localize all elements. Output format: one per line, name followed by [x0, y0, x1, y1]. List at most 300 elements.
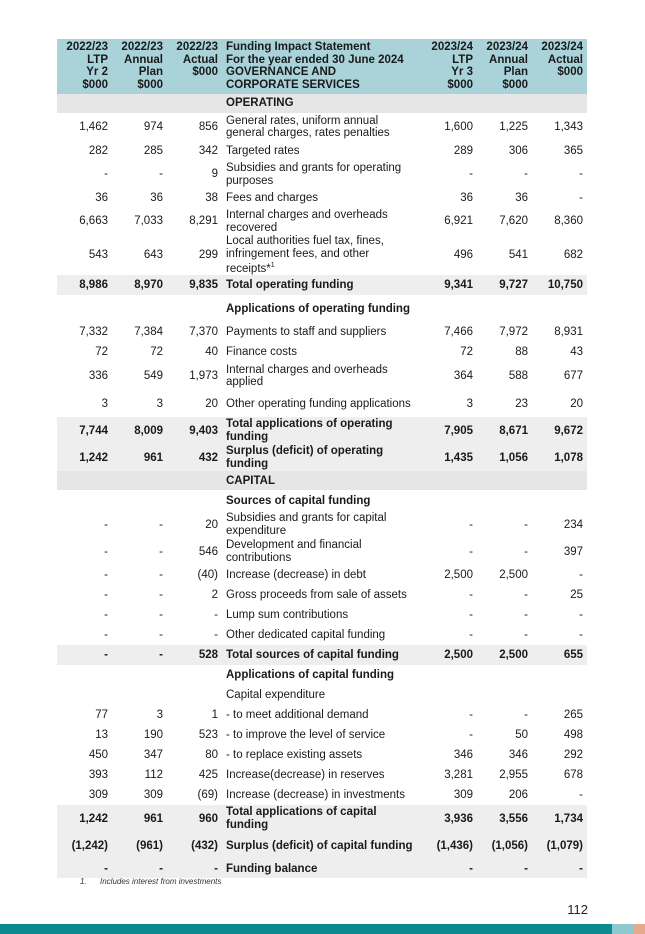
value-cell: 1,242 [57, 444, 112, 471]
row-label: Subsidies and grants for operating purposes [226, 162, 402, 187]
value-cell: 20 [205, 397, 218, 410]
total-row [57, 805, 587, 832]
total-row [57, 859, 587, 878]
row-label: Increase (decrease) in debt [226, 569, 366, 582]
value-cell: 88 [515, 346, 528, 359]
value-cell: - [214, 629, 218, 642]
total-row [57, 444, 587, 471]
value-cell: (40) [197, 569, 218, 582]
value-cell [477, 490, 532, 511]
total-row [57, 275, 587, 295]
value-cell: 299 [198, 248, 218, 261]
value-cell: 541 [508, 248, 528, 261]
row-label: OPERATING [222, 94, 422, 113]
value-cell: 450 [88, 749, 108, 762]
value-cell: - [159, 609, 163, 622]
value-cell [57, 685, 112, 705]
value-cell: 7,744 [57, 417, 112, 444]
value-cell: 8,360 [554, 215, 583, 228]
value-cell: - [159, 168, 163, 181]
value-cell: - [469, 729, 473, 742]
value-cell: 292 [563, 749, 583, 762]
value-cell: 1,600 [444, 120, 473, 133]
value-cell: 393 [88, 769, 108, 782]
value-cell: - [57, 859, 112, 878]
value-cell: 543 [88, 248, 108, 261]
footer-bar-accent-2 [634, 924, 645, 934]
value-cell: 38 [205, 191, 218, 204]
value-cell: 72 [460, 346, 473, 359]
value-cell: 43 [570, 346, 583, 359]
value-cell [532, 685, 587, 705]
value-cell: 1,242 [57, 805, 112, 832]
header-line: Actual [547, 53, 583, 66]
value-cell: 7,370 [189, 326, 218, 339]
header-line: 2023/24 [431, 41, 473, 53]
value-cell [532, 471, 587, 490]
value-cell: 289 [453, 144, 473, 157]
value-cell: 10,750 [532, 275, 587, 295]
value-cell: 8,009 [112, 417, 167, 444]
value-cell [167, 685, 222, 705]
value-cell [477, 295, 532, 322]
header-2023-annual-plan [477, 39, 532, 94]
value-cell: 2,955 [499, 769, 528, 782]
value-cell: 7,384 [134, 326, 163, 339]
value-cell: - [524, 545, 528, 558]
value-cell: - [104, 569, 108, 582]
table-row [57, 725, 587, 745]
value-cell: 7,033 [134, 215, 163, 228]
value-cell: 20 [570, 397, 583, 410]
value-cell: (961) [112, 832, 167, 859]
value-cell: - [524, 709, 528, 722]
row-label: Targeted rates [226, 144, 300, 157]
value-cell [477, 685, 532, 705]
value-cell: 7,905 [422, 417, 477, 444]
value-cell [532, 295, 587, 322]
value-cell: 677 [563, 370, 583, 383]
value-cell: 9,403 [167, 417, 222, 444]
value-cell: - [469, 545, 473, 558]
value-cell: 8,986 [57, 275, 112, 295]
table-row [57, 362, 587, 390]
value-cell: - [524, 589, 528, 602]
value-cell [422, 665, 477, 685]
value-cell: - [104, 168, 108, 181]
value-cell [57, 665, 112, 685]
row-label: Surplus (deficit) of capital funding [222, 832, 422, 859]
value-cell: - [422, 859, 477, 878]
value-cell [532, 665, 587, 685]
value-cell: 3,281 [444, 769, 473, 782]
value-cell: 523 [198, 729, 218, 742]
value-cell: 9,835 [167, 275, 222, 295]
value-cell: 856 [198, 120, 218, 133]
total-row [57, 645, 587, 665]
table-row [57, 605, 587, 625]
value-cell: 347 [143, 749, 163, 762]
row-label: Finance costs [226, 346, 297, 359]
value-cell: - [112, 645, 167, 665]
value-cell: 20 [205, 518, 218, 531]
header-2022-actual [167, 39, 222, 94]
footnote-text: Includes interest from investments [100, 877, 222, 886]
header-line: Yr 2 [86, 66, 108, 78]
value-cell [112, 685, 167, 705]
value-cell: 282 [88, 144, 108, 157]
table-row [57, 342, 587, 362]
value-cell: - [159, 569, 163, 582]
value-cell: - [159, 629, 163, 642]
value-cell: (1,079) [532, 832, 587, 859]
value-cell: (432) [167, 832, 222, 859]
table-row [57, 585, 587, 605]
page-number: 112 [567, 902, 588, 917]
value-cell: (1,056) [477, 832, 532, 859]
value-cell: - [104, 629, 108, 642]
value-cell: 2,500 [444, 569, 473, 582]
row-label: Fees and charges [226, 191, 319, 204]
value-cell: 397 [563, 545, 583, 558]
value-cell: - [524, 609, 528, 622]
value-cell: 974 [143, 120, 163, 133]
value-cell: 1,056 [477, 444, 532, 471]
table-row [57, 705, 587, 725]
value-cell: 3 [101, 397, 108, 410]
value-cell: (69) [197, 789, 218, 802]
value-cell: - [477, 859, 532, 878]
value-cell: - [167, 859, 222, 878]
value-cell: 682 [563, 248, 583, 261]
row-label: General rates, uniform annual general charges, rates penalties [226, 114, 390, 139]
value-cell [422, 490, 477, 511]
row-label: Other operating funding applications [226, 397, 411, 410]
value-cell: - [469, 629, 473, 642]
value-cell: 309 [88, 789, 108, 802]
row-label: Subsidies and grants for capital expenditure [226, 512, 387, 537]
value-cell: 23 [515, 397, 528, 410]
value-cell: - [579, 168, 583, 181]
table-row [57, 235, 587, 275]
value-cell: 3 [156, 397, 163, 410]
value-cell: 425 [198, 769, 218, 782]
header-line: Annual [489, 53, 528, 66]
value-cell: 678 [563, 769, 583, 782]
row-label: - to improve the level of service [226, 729, 386, 742]
subheading-row [57, 490, 587, 511]
row-label: Total applications of operating funding [222, 417, 422, 444]
value-cell: - [104, 545, 108, 558]
table-row [57, 785, 587, 805]
row-label: - to replace existing assets [226, 749, 363, 762]
table-row [57, 322, 587, 342]
value-cell: 655 [532, 645, 587, 665]
header-line: Plan [503, 66, 528, 78]
header-line: $000 [137, 78, 163, 91]
value-cell: - [579, 569, 583, 582]
value-cell: 365 [563, 144, 583, 157]
header-line: Annual [124, 53, 163, 66]
value-cell: 8,671 [477, 417, 532, 444]
header-line: 2023/24 [541, 41, 583, 53]
value-cell: 643 [143, 248, 163, 261]
value-cell [167, 665, 222, 685]
row-label: Sources of capital funding [226, 494, 371, 507]
table-row [57, 625, 587, 645]
header-title [222, 39, 422, 94]
value-cell: 8,970 [112, 275, 167, 295]
table-row [57, 685, 587, 705]
value-cell: 1,435 [422, 444, 477, 471]
row-label: Development and financial contributions [226, 539, 362, 564]
header-line: $000 [192, 66, 218, 78]
value-cell: 6,921 [444, 215, 473, 228]
header-2022-annual-plan [112, 39, 167, 94]
value-cell: 7,466 [444, 326, 473, 339]
value-cell: 72 [150, 346, 163, 359]
value-cell: - [469, 709, 473, 722]
value-cell: 36 [150, 191, 163, 204]
value-cell: 1,343 [554, 120, 583, 133]
value-cell: - [112, 859, 167, 878]
table-row [57, 141, 587, 161]
value-cell: 112 [144, 769, 163, 782]
value-cell: - [579, 789, 583, 802]
value-cell: - [159, 545, 163, 558]
value-cell: 961 [112, 805, 167, 832]
value-cell [532, 94, 587, 113]
value-cell: 7,332 [79, 326, 108, 339]
footer-bar [0, 924, 612, 934]
value-cell: (1,436) [422, 832, 477, 859]
value-cell: - [104, 609, 108, 622]
row-label: Total sources of capital funding [222, 645, 422, 665]
row-label: Surplus (deficit) of operating funding [222, 444, 422, 471]
value-cell: 1,734 [532, 805, 587, 832]
value-cell: 7,972 [499, 326, 528, 339]
value-cell: 9,727 [477, 275, 532, 295]
value-cell: 9 [211, 168, 218, 181]
value-cell: (1,242) [57, 832, 112, 859]
row-label: CAPITAL [222, 471, 422, 490]
value-cell [167, 471, 222, 490]
footer-bar-accent [612, 924, 634, 934]
value-cell [57, 94, 112, 113]
value-cell: 3,936 [422, 805, 477, 832]
table-row [57, 565, 587, 585]
value-cell: - [579, 609, 583, 622]
row-label: Funding balance [222, 859, 422, 878]
value-cell [477, 665, 532, 685]
value-cell: - [524, 518, 528, 531]
footnote-marker: 1 [270, 262, 275, 269]
value-cell [422, 94, 477, 113]
value-cell: - [469, 168, 473, 181]
value-cell: 7,620 [499, 215, 528, 228]
value-cell [112, 471, 167, 490]
value-cell: 9,341 [422, 275, 477, 295]
row-label: Payments to staff and suppliers [226, 326, 387, 339]
value-cell [112, 94, 167, 113]
value-cell: 961 [112, 444, 167, 471]
value-cell: 6,663 [79, 215, 108, 228]
value-cell: 13 [95, 729, 108, 742]
header-line: LTP [87, 53, 108, 66]
row-label: Capital expenditure [226, 689, 326, 702]
table-row [57, 188, 587, 208]
total-row [57, 417, 587, 444]
row-label: Applications of capital funding [226, 669, 395, 682]
value-cell: 40 [205, 346, 218, 359]
funding-impact-statement-table [57, 39, 587, 878]
header-line: $000 [447, 78, 473, 91]
footnote-number: 1. [80, 877, 87, 886]
value-cell: - [524, 629, 528, 642]
header-line: 2023/24 [486, 41, 528, 53]
value-cell: 549 [143, 370, 163, 383]
value-cell [167, 490, 222, 511]
value-cell: 9,672 [532, 417, 587, 444]
value-cell: 346 [453, 749, 473, 762]
header-line: Actual [182, 53, 218, 66]
header-2023-actual [532, 39, 587, 94]
value-cell [112, 295, 167, 322]
section-row [57, 471, 587, 490]
total-row [57, 832, 587, 859]
value-cell: 77 [95, 709, 108, 722]
header-line: CORPORATE SERVICES [226, 78, 360, 91]
value-cell: 1,973 [189, 370, 218, 383]
value-cell: 8,931 [554, 326, 583, 339]
value-cell: 8,291 [189, 215, 218, 228]
value-cell [477, 94, 532, 113]
value-cell [422, 295, 477, 322]
value-cell: 432 [167, 444, 222, 471]
value-cell: 364 [453, 370, 473, 383]
value-cell [112, 665, 167, 685]
table-row [57, 390, 587, 417]
value-cell: 80 [205, 749, 218, 762]
header-line: LTP [452, 53, 473, 66]
value-cell: 36 [95, 191, 108, 204]
row-label: Internal charges and overheads applied [226, 363, 388, 389]
header-line: Funding Impact Statement [226, 41, 371, 53]
value-cell: 50 [515, 729, 528, 742]
table-row [57, 511, 587, 538]
row-label: - to meet additional demand [226, 709, 369, 722]
header-row [57, 39, 587, 94]
value-cell: 2,500 [477, 645, 532, 665]
value-cell: 2,500 [499, 569, 528, 582]
value-cell: 306 [508, 144, 528, 157]
table-row [57, 113, 587, 141]
header-line: $000 [557, 66, 583, 78]
row-label: Gross proceeds from sale of assets [226, 589, 407, 602]
row-label: Total operating funding [222, 275, 422, 295]
value-cell: 309 [143, 789, 163, 802]
row-label: Internal charges and overheads recovered [226, 209, 388, 234]
value-cell: 285 [143, 144, 163, 157]
value-cell: 36 [460, 191, 473, 204]
header-line: Yr 3 [451, 66, 473, 78]
section-row [57, 94, 587, 113]
value-cell: - [532, 859, 587, 878]
header-line: Plan [138, 66, 163, 78]
value-cell [57, 471, 112, 490]
header-line: 2022/23 [66, 41, 108, 53]
value-cell: 2 [211, 589, 218, 602]
value-cell: 3 [156, 709, 163, 722]
value-cell: 1 [211, 709, 218, 722]
value-cell: - [524, 168, 528, 181]
row-label: Increase(decrease) in reserves [226, 769, 385, 782]
value-cell: 36 [515, 191, 528, 204]
header-line: 2022/23 [176, 41, 218, 53]
value-cell [57, 295, 112, 322]
value-cell: - [579, 191, 583, 204]
value-cell: 3 [466, 397, 473, 410]
value-cell: 1,078 [532, 444, 587, 471]
value-cell [477, 471, 532, 490]
value-cell: 342 [198, 144, 218, 157]
header-line: $000 [502, 78, 528, 91]
value-cell: 346 [508, 749, 528, 762]
value-cell [422, 471, 477, 490]
value-cell [532, 490, 587, 511]
table-body [57, 94, 587, 878]
value-cell: 206 [508, 789, 528, 802]
value-cell: 588 [508, 370, 528, 383]
value-cell [167, 295, 222, 322]
value-cell: - [104, 589, 108, 602]
header-line: $000 [82, 78, 108, 91]
row-label: Total applications of capital funding [222, 805, 422, 832]
row-label: Increase (decrease) in investments [226, 789, 405, 802]
value-cell [112, 490, 167, 511]
value-cell: - [579, 629, 583, 642]
value-cell: 498 [563, 729, 583, 742]
header-line: GOVERNANCE AND [226, 66, 337, 78]
value-cell: - [469, 518, 473, 531]
table-row [57, 208, 587, 235]
table-row [57, 745, 587, 765]
value-cell: - [57, 645, 112, 665]
header-line: 2022/23 [121, 41, 163, 53]
subheading-row [57, 665, 587, 685]
value-cell: 336 [88, 370, 108, 383]
value-cell: 1,462 [79, 120, 108, 133]
value-cell [57, 490, 112, 511]
value-cell: - [214, 609, 218, 622]
table-row [57, 161, 587, 188]
value-cell [422, 685, 477, 705]
header-2023-ltp [422, 39, 477, 94]
row-label: Other dedicated capital funding [226, 629, 386, 642]
value-cell: 72 [95, 346, 108, 359]
header-2022-ltp [57, 39, 112, 94]
table-row [57, 538, 587, 565]
value-cell: 1,225 [499, 120, 528, 133]
value-cell: 234 [563, 518, 583, 531]
value-cell: - [159, 589, 163, 602]
row-label: Local authorities fuel tax, fines, infringement fees, and other receipts*$^1$ [226, 235, 384, 275]
value-cell: 3,556 [477, 805, 532, 832]
value-cell: 265 [563, 709, 583, 722]
subheading-row [57, 295, 587, 322]
value-cell: 2,500 [422, 645, 477, 665]
value-cell: 190 [143, 729, 163, 742]
